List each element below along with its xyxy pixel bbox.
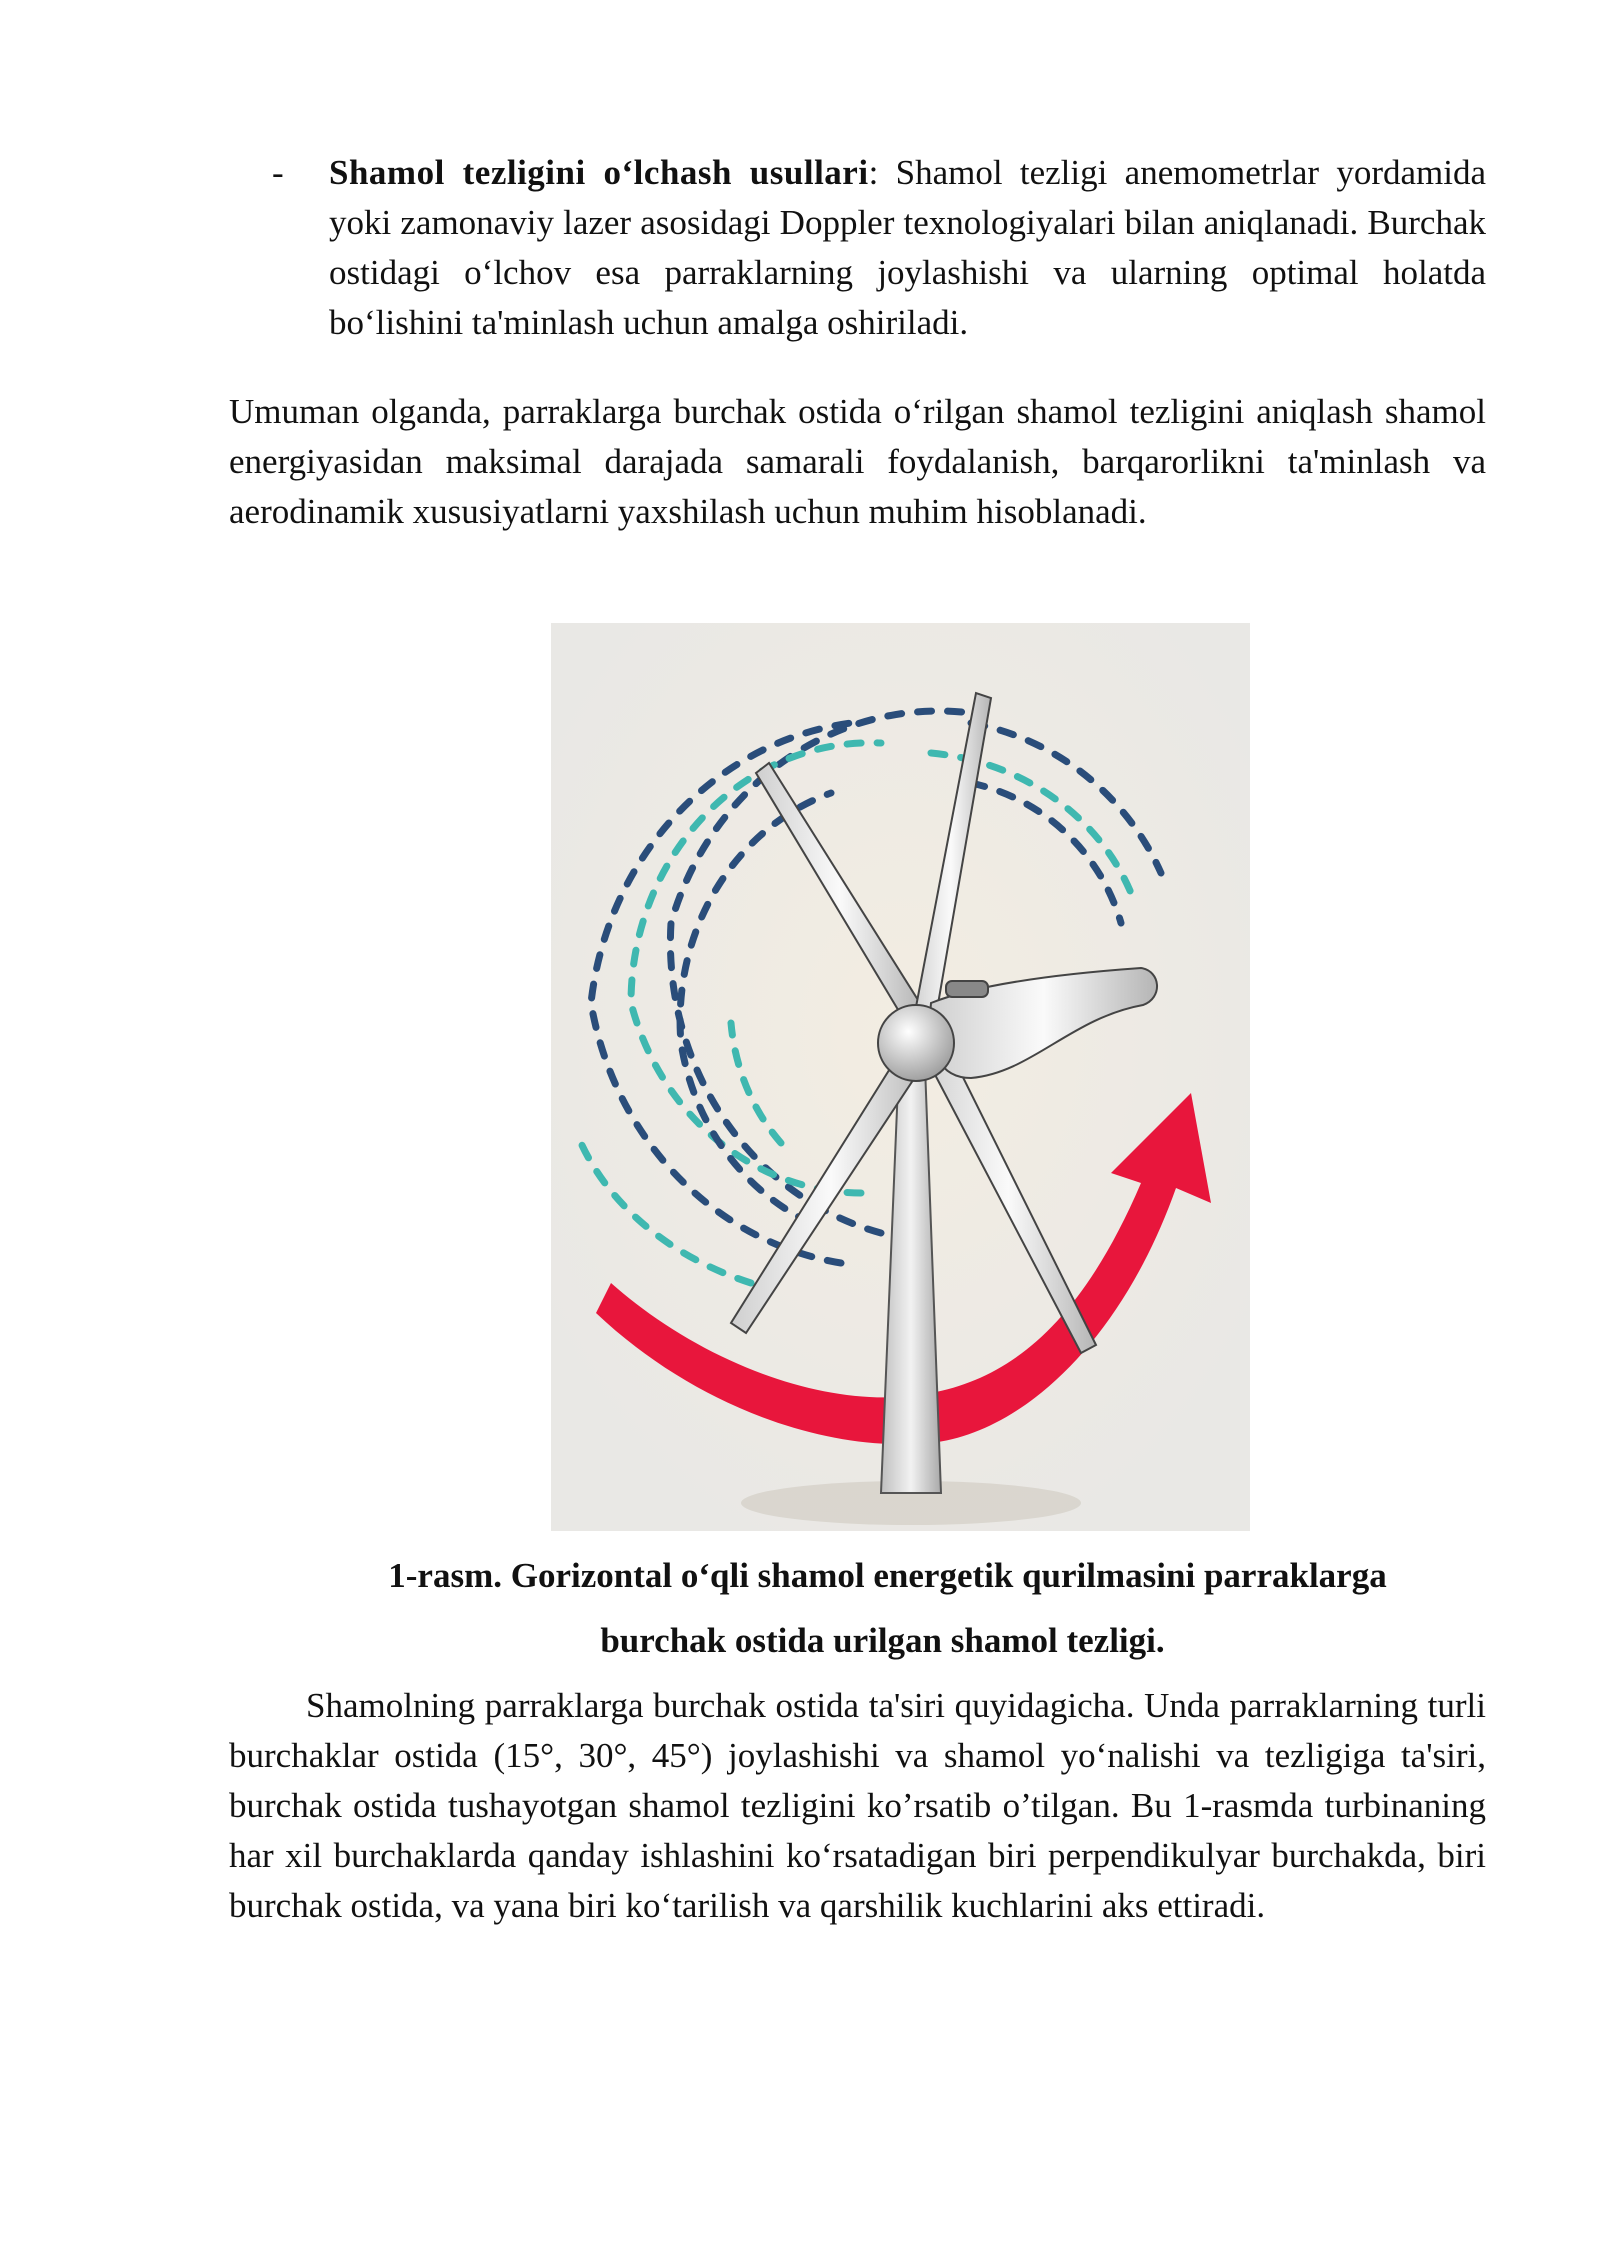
wind-turbine-figure [551, 623, 1250, 1531]
bullet-heading-separator: : [868, 153, 879, 192]
figure-caption-line-2: burchak ostida urilgan shamol tezligi. [600, 1621, 1165, 1660]
turbine-hub [878, 1005, 954, 1081]
paragraph-explanation: Shamolning parraklarga burchak ostida ta'siri quyidagicha. Unda parraklarning turli burchaklar ostida (15°, 30°, 45°) joylashishi va shamol yo‘nalishi va tezligiga ta'siri, burchak ostida tushayotgan shamol tezligini ko’rsatib o’tilgan. Bu 1-rasmda turbinaning har xil burchaklarda qanday ishlashini ko‘rsatadigan biri perpendikulyar burchakda, biri burchak ostida, va yana biri ko‘tarilish va qarshilik kuchlarini aks ettiradi. [229, 1686, 1486, 1925]
bullet-heading: Shamol tezligini o‘lchash usullari [329, 153, 869, 192]
wind-turbine-illustration [551, 623, 1250, 1531]
bullet-marker: - [272, 153, 284, 192]
nacelle-cap [946, 981, 988, 997]
bullet-body: Shamol tezligi anemometrlar yordamida yoki zamonaviy lazer asosidagi Doppler texnologiyalari bilan aniqlanadi. Burchak ostidagi o‘lchov esa parraklarning joylashishi va ularning optimal holatda bo‘lishini ta'minlash uchun amalga oshiriladi. [329, 153, 1487, 342]
paragraph-summary: Umuman olganda, parraklarga burchak ostida o‘rilgan shamol tezligini aniqlash shamol energiyasidan maksimal darajada samarali foydalanish, barqarorlikni ta'minlash va aerodinamik xususiyatlarni yaxshilash uchun muhim hisoblanadi. [229, 392, 1486, 531]
bullet-text [329, 148, 1486, 348]
figure-caption [229, 1551, 1486, 1666]
figure-caption-line-1: 1-rasm. Gorizontal o‘qli shamol energetik qurilmasini parraklarga [388, 1556, 1387, 1595]
bullet-item [272, 148, 1486, 348]
